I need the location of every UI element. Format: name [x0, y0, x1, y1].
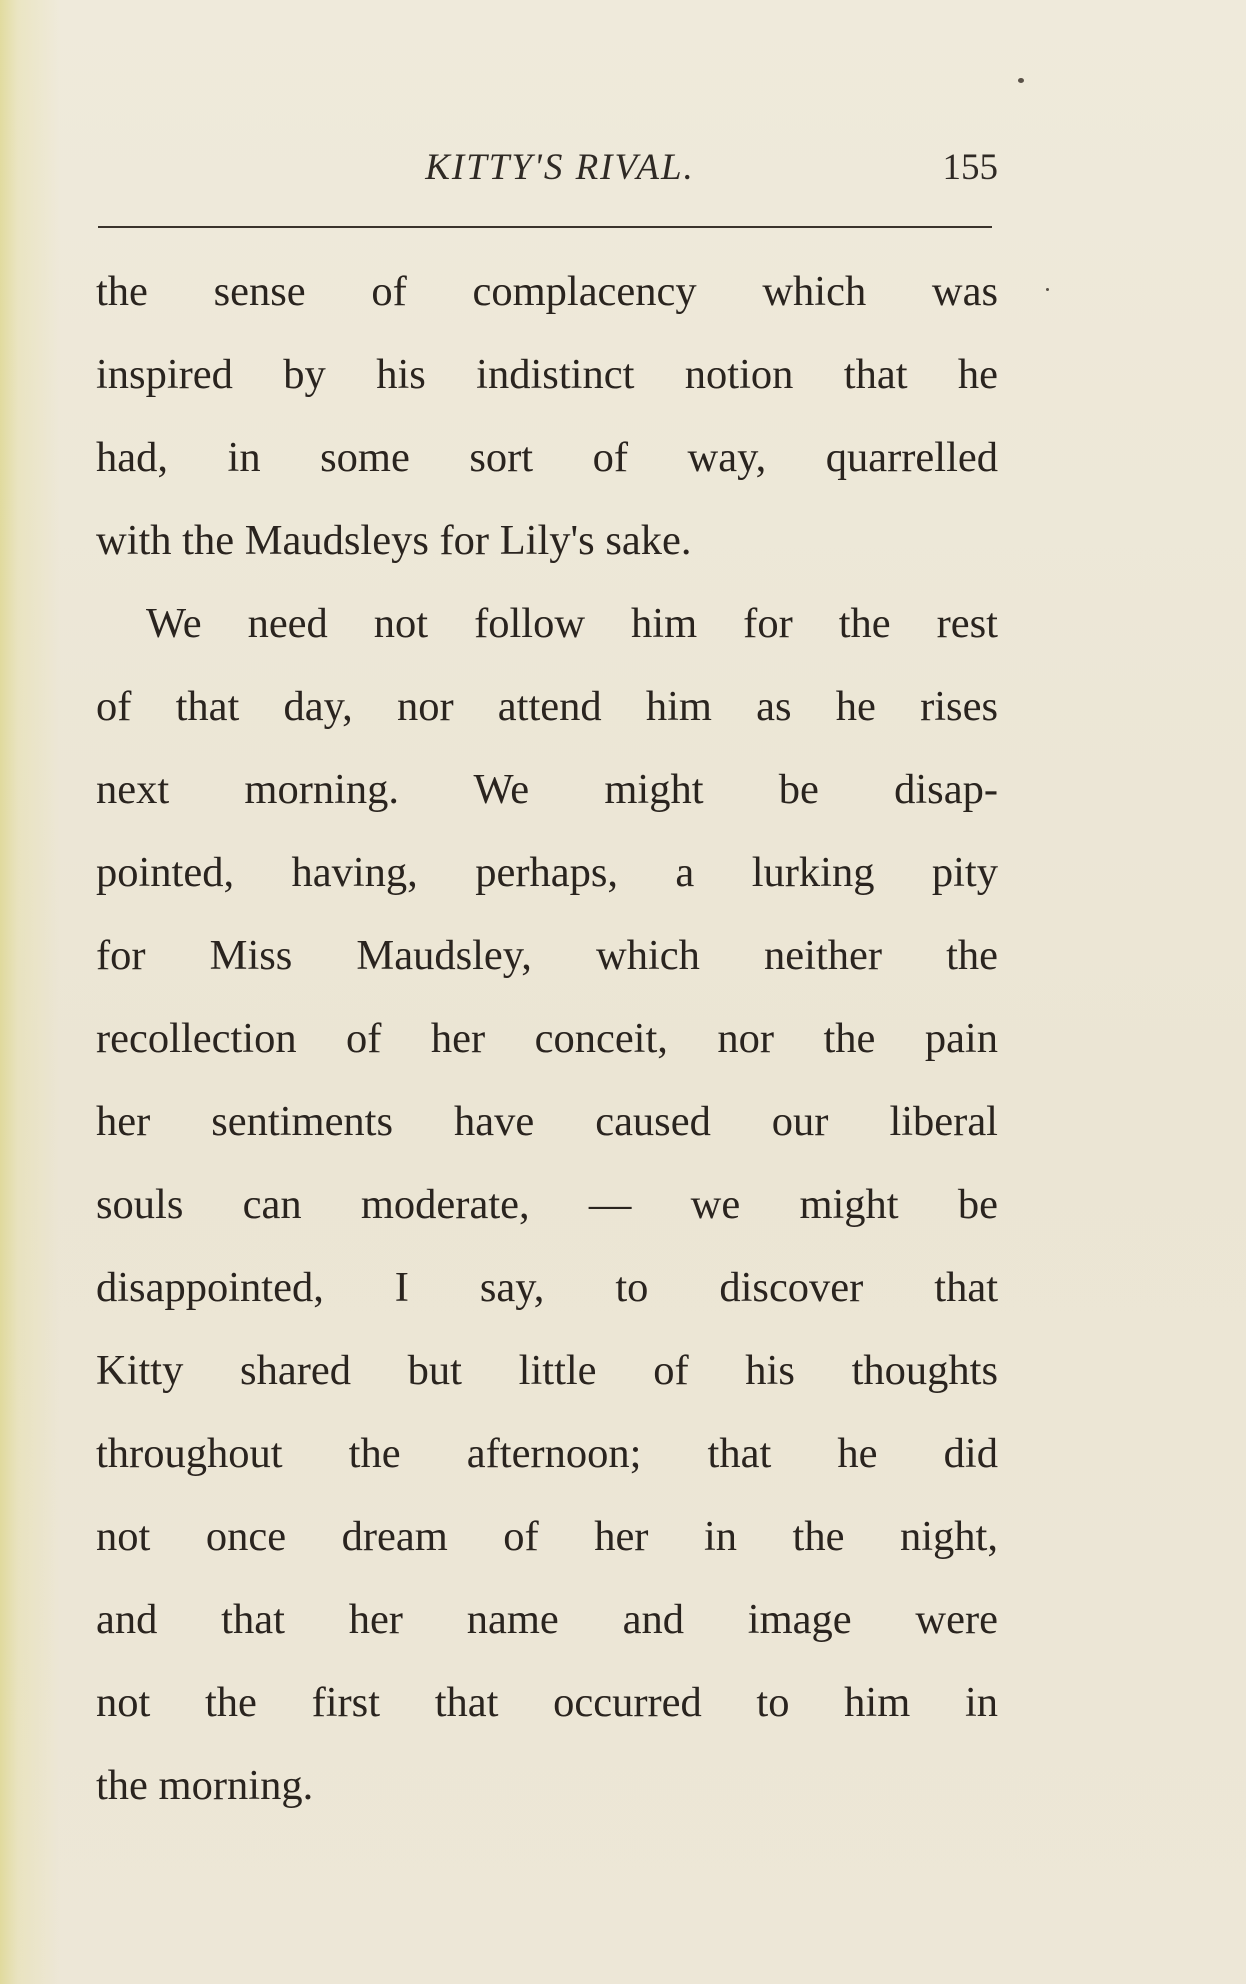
- text-line: not the first that occurred to him in: [96, 1679, 998, 1726]
- text-line: throughout the afternoon; that he did: [96, 1430, 998, 1477]
- page-header: [96, 146, 1000, 194]
- text-line: souls can moderate, — we might be: [96, 1181, 998, 1228]
- text-line: the morning.: [96, 1762, 314, 1809]
- text-line: next morning. We might be disap-: [96, 766, 998, 813]
- text-line: disappointed, I say, to discover that: [96, 1264, 998, 1311]
- running-title: KITTY'S RIVAL.: [425, 147, 695, 188]
- ink-speck: [1018, 78, 1024, 83]
- text-line: of that day, nor attend him as he rises: [96, 683, 998, 730]
- text-line: pointed, having, perhaps, a lurking pity: [96, 849, 998, 896]
- ink-speck: [1046, 288, 1049, 291]
- text-line: and that her name and image were: [96, 1596, 998, 1643]
- text-line: not once dream of her in the night,: [96, 1513, 998, 1560]
- text-line: her sentiments have caused our liberal: [96, 1098, 998, 1145]
- text-line: Kitty shared but little of his thoughts: [96, 1347, 998, 1394]
- body-text: [96, 250, 998, 1827]
- text-line: with the Maudsleys for Lily's sake.: [96, 517, 692, 564]
- text-line: for Miss Maudsley, which neither the: [96, 932, 998, 979]
- header-rule: [98, 226, 992, 228]
- page-number: 155: [942, 147, 998, 188]
- text-line: We need not follow him for the rest: [146, 600, 998, 647]
- text-line: recollection of her conceit, nor the pain: [96, 1015, 998, 1062]
- text-line: the sense of complacency which was: [96, 268, 998, 315]
- text-line: had, in some sort of way, quarrelled: [96, 434, 998, 481]
- text-line: inspired by his indistinct notion that he: [96, 351, 998, 398]
